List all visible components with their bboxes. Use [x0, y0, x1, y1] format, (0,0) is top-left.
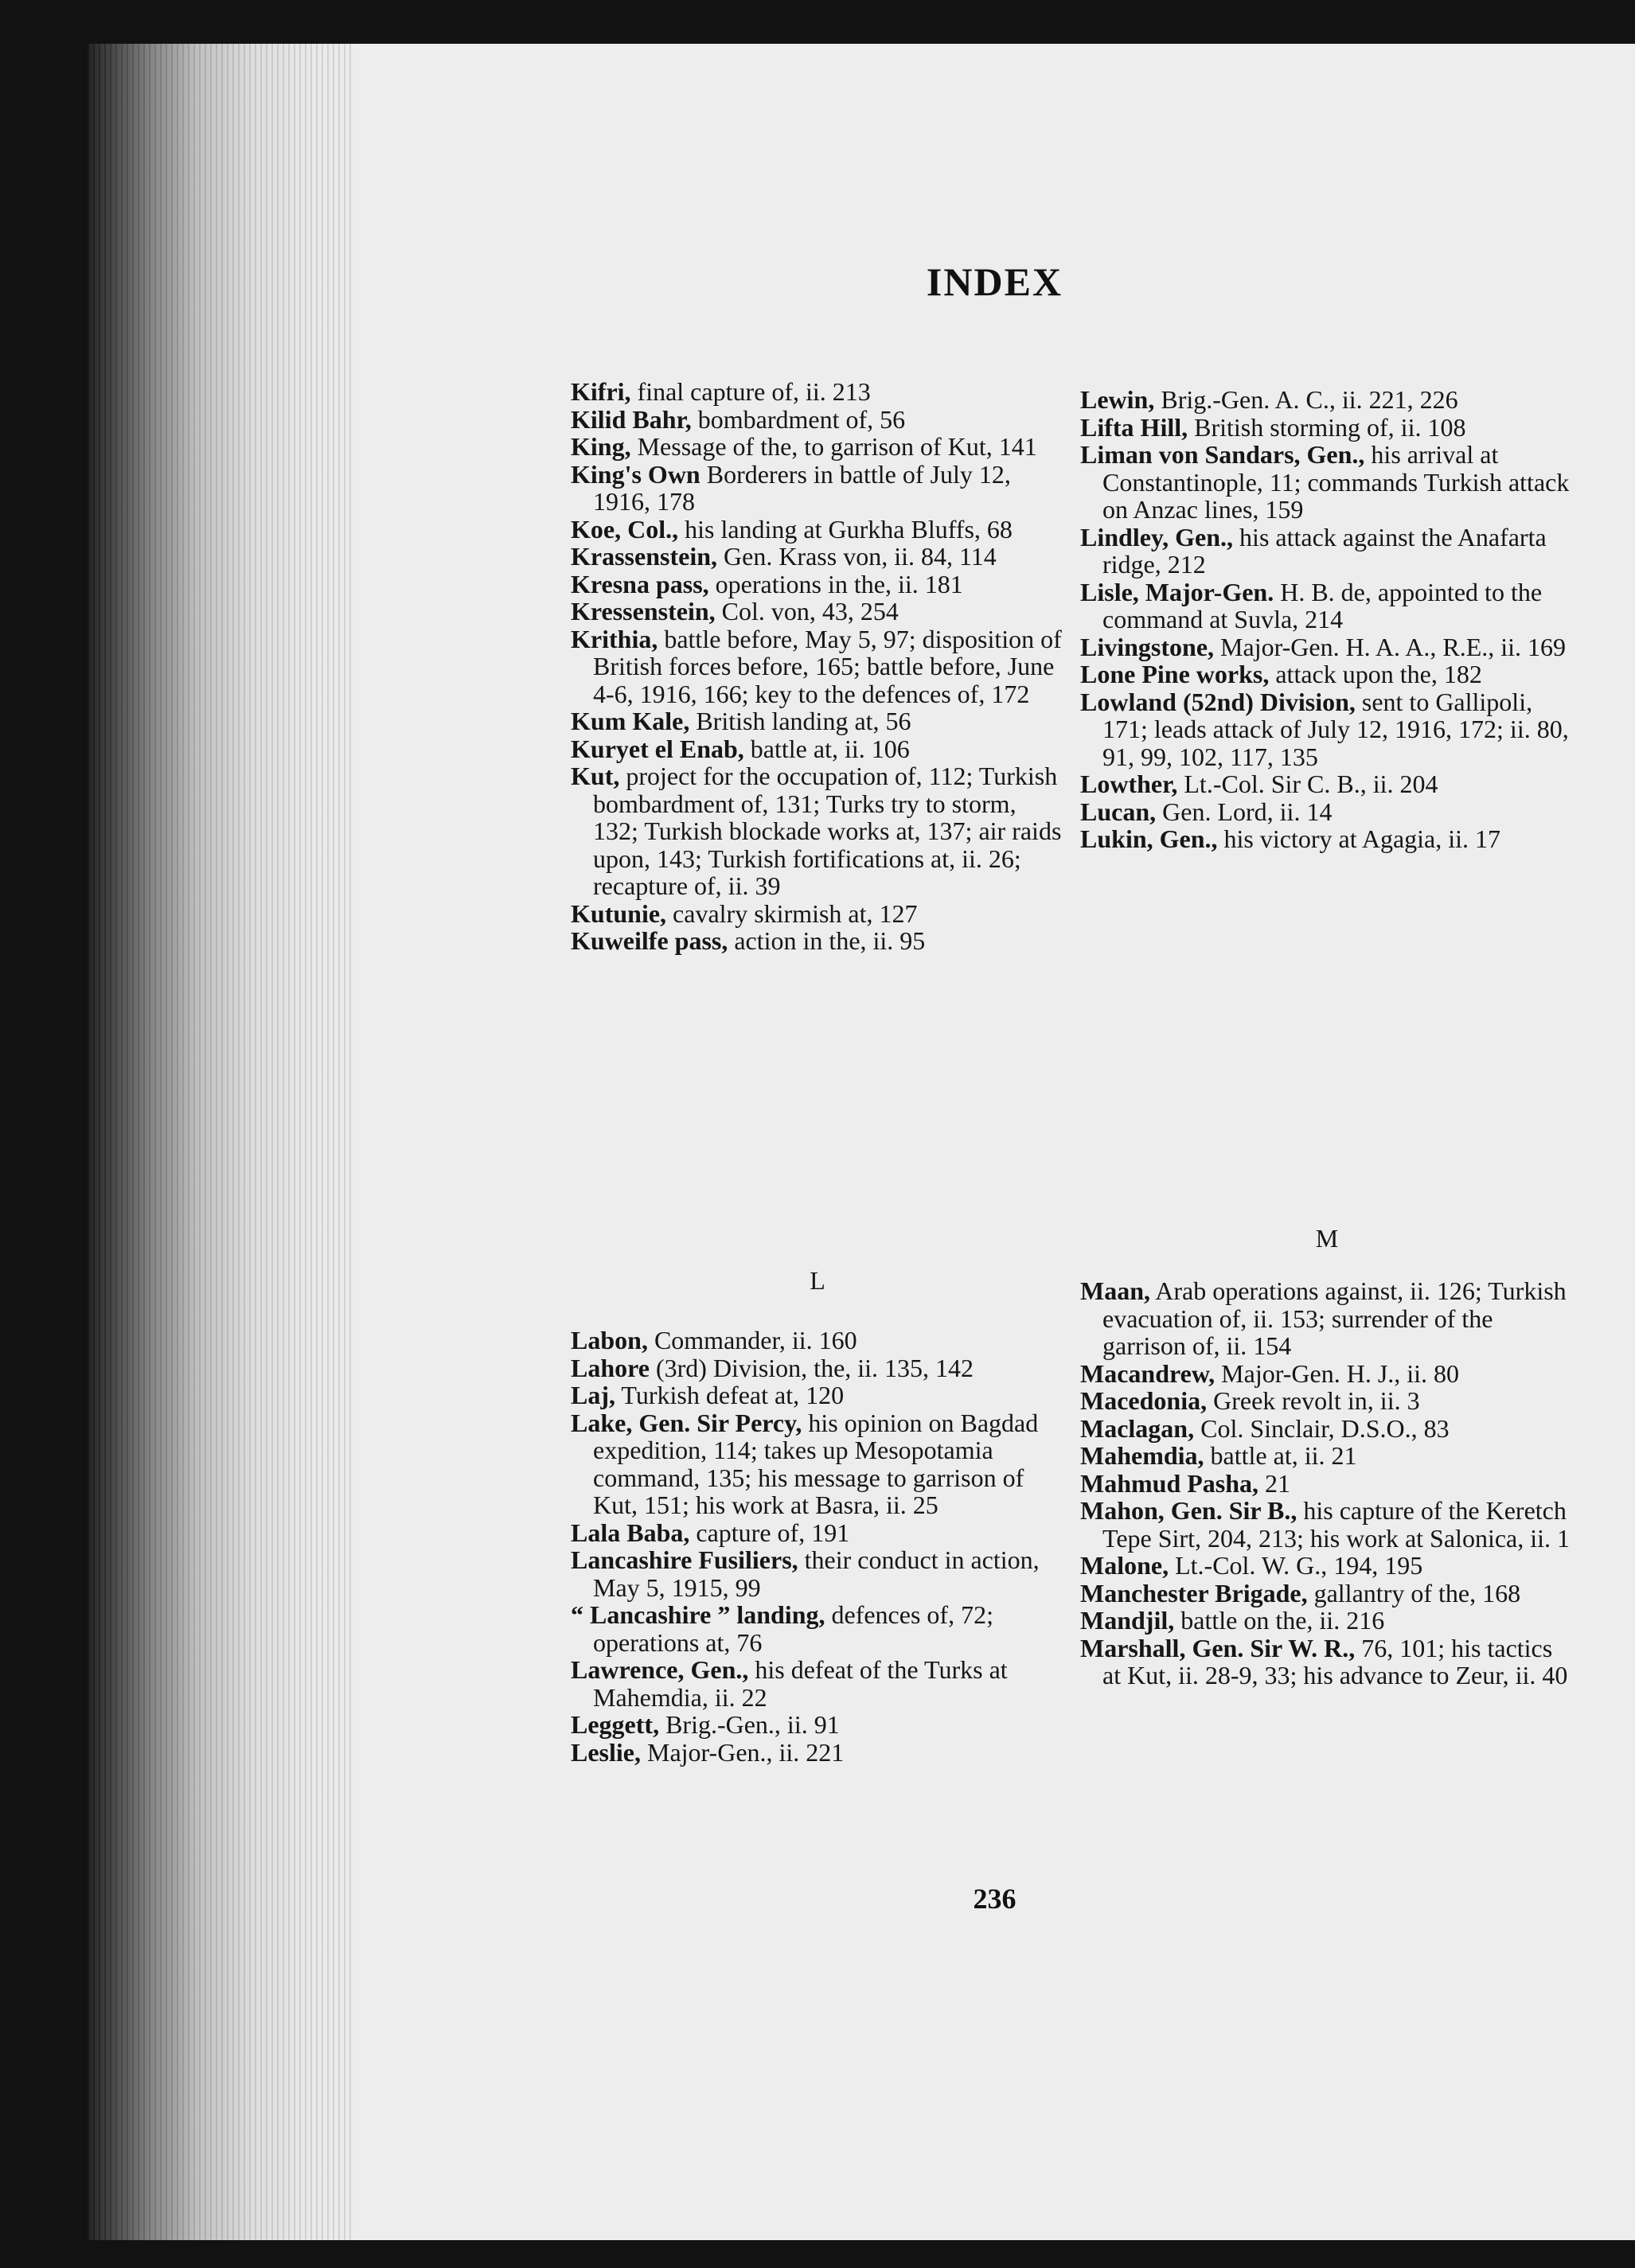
index-entry: Laj, Turkish defeat at, 120	[571, 1381, 845, 1409]
index-entry: Mahon, Gen. Sir B., his capture of the Keretch Tepe Sirt, 204, 213; his work at Salonica, ii. 1	[1080, 1496, 1571, 1553]
index-entry: Leslie, Major-Gen., ii. 221	[571, 1737, 845, 1767]
index-entry: Lucan, Gen. Lord, ii. 14	[1080, 797, 1333, 826]
index-entry: Krassenstein, Gen. Krass von, ii. 84, 114	[571, 542, 997, 571]
index-entry: Lindley, Gen., his attack against the Anafarta ridge, 212	[1080, 522, 1547, 579]
index-entry: Mandjil, battle on the, ii. 216	[1080, 1606, 1385, 1635]
index-entry: Lewin, Brig.-Gen. A. C., ii. 221, 226	[1080, 385, 1458, 414]
index-column-m	[1080, 1277, 1574, 1689]
index-entry: Kut, project for the occupation of, 112; Turkish bombardment of, 131; Turks try to storm, 132; Turkish blockade works at, 137; air raids upon, 143; Turkish fortifications at, ii. 26; recapture of, ii. 39	[571, 762, 1062, 900]
index-entry: Lifta Hill, British storming of, ii. 108	[1080, 412, 1466, 442]
index-entry: Marshall, Gen. Sir W. R., 76, 101; his tactics at Kut, ii. 28-9, 33; his advance to Zeur, ii. 40	[1080, 1633, 1568, 1689]
index-entry: Labon, Commander, ii. 160	[571, 1326, 857, 1354]
page-number: 236	[973, 1883, 1017, 1915]
index-entry: Kum Kale, British landing at, 56	[571, 707, 911, 735]
index-entry: Lowther, Lt.-Col. Sir C. B., ii. 204	[1080, 770, 1438, 798]
index-entry: Lisle, Major-Gen. H. B. de, appointed to the command at Suvla, 214	[1080, 577, 1543, 633]
index-entry: Kuweilfe pass, action in the, ii. 95	[571, 926, 926, 955]
index-entry: Kilid Bahr, bombardment of, 56	[571, 404, 906, 434]
index-entry: Lukin, Gen., his victory at Agagia, ii. 17	[1080, 824, 1501, 853]
index-entry: King's Own Borderers in battle of July 12, 1916, 178	[571, 459, 1011, 516]
index-entry: Liman von Sandars, Gen., his arrival at Constantinople, 11; commands Turkish attack on Anzac lines, 159	[1080, 440, 1570, 524]
index-entry: King, Message of the, to garrison of Kut, 141	[571, 432, 1037, 461]
index-entry: Lala Baba, capture of, 191	[571, 1518, 850, 1547]
section-letter-l: L	[810, 1266, 825, 1295]
index-column-l-continued	[1080, 386, 1574, 853]
index-entry: Kresna pass, operations in the, ii. 181	[571, 569, 963, 598]
index-entry: Lahore (3rd) Division, the, ii. 135, 142	[571, 1353, 974, 1382]
index-entry: Macedonia, Greek revolt in, ii. 3	[1080, 1386, 1420, 1415]
index-entry: Lawrence, Gen., his defeat of the Turks at Mahemdia, ii. 22	[571, 1655, 1008, 1712]
index-entry: Malone, Lt.-Col. W. G., 194, 195	[1080, 1551, 1423, 1580]
index-entry: Leggett, Brig.-Gen., ii. 91	[571, 1710, 840, 1739]
index-entry: “ Lancashire ” landing, defences of, 72; operations at, 76	[571, 1600, 993, 1657]
index-entry: Kifri, final capture of, ii. 213	[571, 377, 871, 406]
index-page	[354, 44, 1635, 2240]
index-entry: Mahemdia, battle at, ii. 21	[1080, 1441, 1357, 1470]
book-page-edges	[88, 44, 362, 2240]
index-entry: Maan, Arab operations against, ii. 126; Turkish evacuation of, ii. 153; surrender of the garrison of, ii. 154	[1080, 1276, 1567, 1360]
index-entry: Kuryet el Enab, battle at, ii. 106	[571, 734, 910, 763]
section-letter-m: M	[1315, 1224, 1339, 1253]
index-entry: Krithia, battle before, May 5, 97; disposition of British forces before, 165; battle before, June 4-6, 1916, 166; key to the defences of, 172	[571, 624, 1062, 708]
index-entry: Maclagan, Col. Sinclair, D.S.O., 83	[1080, 1413, 1450, 1443]
index-entry: Manchester Brigade, gallantry of the, 168	[1080, 1578, 1521, 1607]
index-entry: Koe, Col., his landing at Gurkha Bluffs, 68	[571, 514, 1013, 544]
index-entry: Lake, Gen. Sir Percy, his opinion on Bagdad expedition, 114; takes up Mesopotamia command, 135; his message to garrison of Kut, 151; his work at Basra, ii. 25	[571, 1408, 1039, 1519]
index-entry: Macandrew, Major-Gen. H. J., ii. 80	[1080, 1358, 1460, 1388]
index-column-l	[571, 1327, 1064, 1766]
index-entry: Lancashire Fusiliers, their conduct in action, May 5, 1915, 99	[571, 1545, 1040, 1602]
index-entry: Kutunie, cavalry skirmish at, 127	[571, 898, 918, 928]
page-edge-lines	[88, 44, 362, 2240]
index-entry: Mahmud Pasha, 21	[1080, 1468, 1291, 1498]
page-title: INDEX	[926, 259, 1063, 304]
index-entry: Lone Pine works, attack upon the, 182	[1080, 660, 1482, 688]
index-entry: Kressenstein, Col. von, 43, 254	[571, 597, 899, 625]
index-column-k	[571, 378, 1064, 955]
index-entry: Lowland (52nd) Division, sent to Gallipoli, 171; leads attack of July 12, 1916, 172; ii. 80, 91, 99, 102, 117, 135	[1080, 687, 1569, 771]
index-entry: Livingstone, Major-Gen. H. A. A., R.E., ii. 169	[1080, 632, 1567, 661]
